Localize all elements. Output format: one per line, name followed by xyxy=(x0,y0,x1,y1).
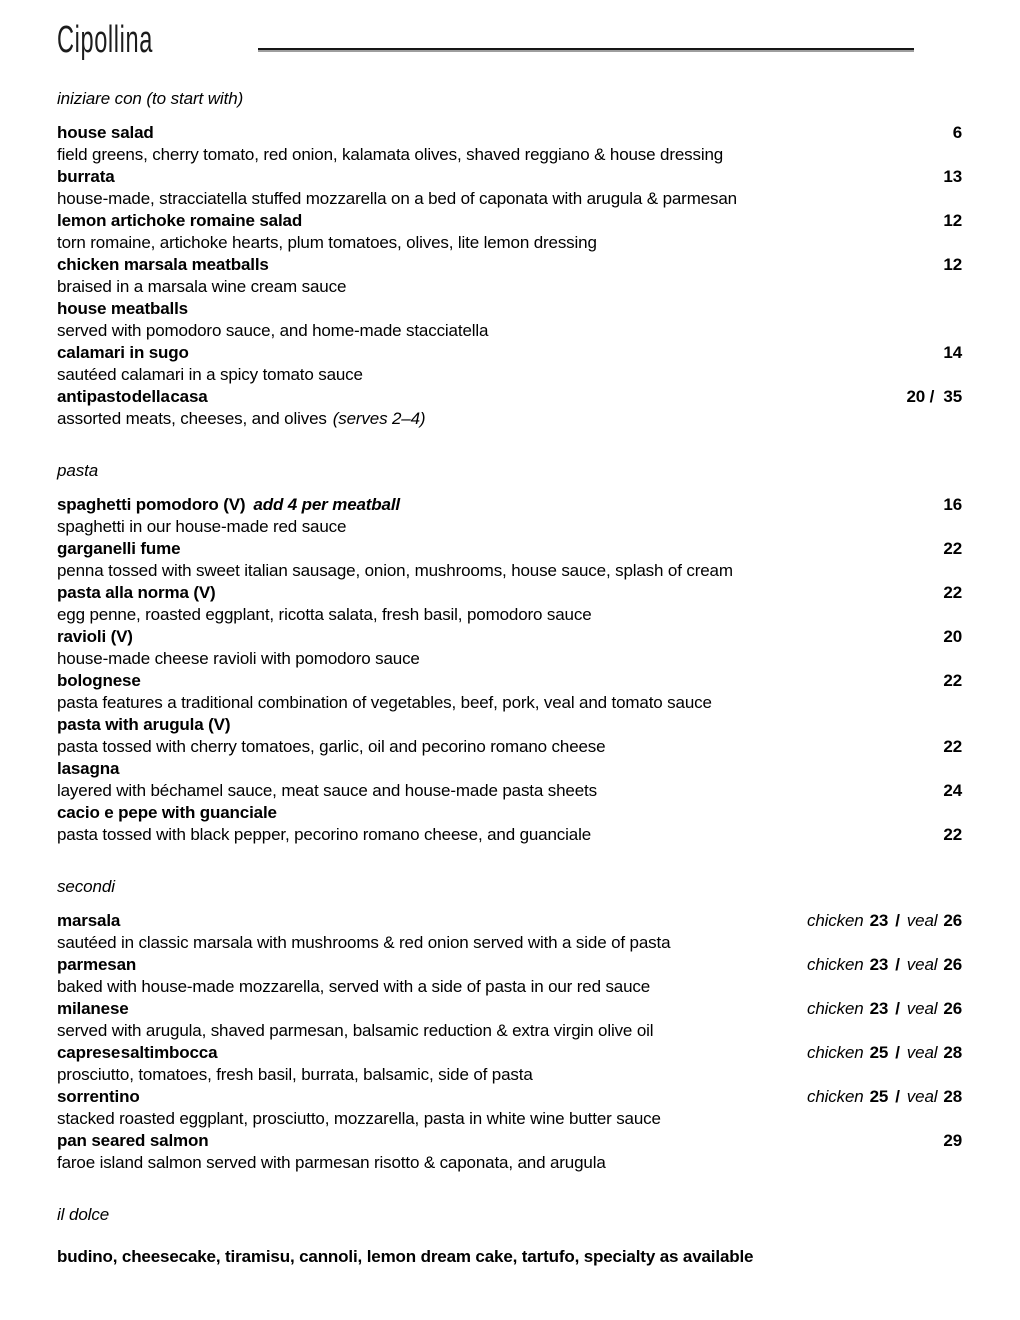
menu-item-name-row xyxy=(57,954,962,976)
menu-section-dolce xyxy=(57,1204,962,1268)
price-option-label: veal xyxy=(906,1043,938,1062)
menu-item xyxy=(57,298,962,342)
price-option-label: veal xyxy=(906,1087,938,1106)
menu-item-name-row xyxy=(57,758,962,780)
menu-item-price: 20 / 35 xyxy=(906,387,962,406)
price-option-value: 25 xyxy=(869,1043,889,1062)
menu-item-desc: pasta tossed with cherry tomatoes, garlic, oil and pecorino romano cheese xyxy=(57,737,606,756)
menu-item xyxy=(57,166,962,210)
menu-item-name-wrap xyxy=(57,122,154,144)
price-separator: / xyxy=(895,911,900,930)
menu-item-price: 12 xyxy=(943,211,962,230)
menu-item-name: garganelli fume xyxy=(57,539,181,558)
menu-item xyxy=(57,1042,962,1086)
menu-item-name: lemon artichoke romaine salad xyxy=(57,211,303,230)
menu-item-name: calamari in sugo xyxy=(57,343,189,362)
menu-item xyxy=(57,1086,962,1130)
menu-item-name-row xyxy=(57,714,962,736)
menu-item-name-wrap xyxy=(57,386,208,408)
menu-item xyxy=(57,582,962,626)
menu-item-name-row xyxy=(57,1086,962,1108)
menu-section-pasta xyxy=(57,460,962,846)
price-option-value: 26 xyxy=(943,955,962,974)
menu-item-desc: baked with house-made mozzarella, served with a side of pasta in our red sauce xyxy=(57,977,651,996)
menu-item-desc: pasta features a traditional combination of vegetables, beef, pork, veal and tomato sauce xyxy=(57,693,712,712)
menu-item-desc: sautéed in classic marsala with mushrooms & red onion served with a side of pasta xyxy=(57,933,671,952)
menu-item-name-wrap xyxy=(57,910,120,932)
menu-item-name: pasta alla norma (V) xyxy=(57,583,216,602)
menu-item-name: bolognese xyxy=(57,671,141,690)
menu-item xyxy=(57,714,962,758)
menu-item-desc-row xyxy=(57,144,962,166)
menu-item-name-wrap xyxy=(57,342,189,364)
menu-item-name-wrap xyxy=(57,494,400,516)
menu-item-price: 6 xyxy=(952,123,962,142)
menu-item-name-wrap xyxy=(57,582,216,604)
menu-item-name-wrap xyxy=(57,626,133,648)
menu-item-price: 22 xyxy=(943,539,962,558)
price-separator: / xyxy=(895,955,900,974)
menu-item-name: lasagna xyxy=(57,759,120,778)
brand-logo: Cipollina xyxy=(57,19,153,61)
menu-item-name-wrap xyxy=(57,166,115,188)
menu-item-desc: assorted meats, cheeses, and olives xyxy=(57,409,327,428)
menu-item-desc-row xyxy=(57,1020,962,1042)
menu-item xyxy=(57,954,962,998)
menu-item-price: 29 xyxy=(943,1131,962,1150)
menu-item-name-row xyxy=(57,298,962,320)
menu-item-desc-row xyxy=(57,736,962,758)
menu-item-name-wrap xyxy=(57,758,119,780)
menu-item-desc-row xyxy=(57,932,962,954)
menu-item-desc-row xyxy=(57,648,962,670)
menu-item-price xyxy=(807,910,962,932)
menu-item-name-row xyxy=(57,998,962,1020)
menu-item-name: milanese xyxy=(57,999,129,1018)
menu-item-name: sorrentino xyxy=(57,1087,140,1106)
menu-item-price: 12 xyxy=(943,255,962,274)
menu-item-desc: sautéed calamari in a spicy tomato sauce xyxy=(57,365,363,384)
menu-item-desc-row xyxy=(57,824,962,846)
menu-item-name-wrap xyxy=(57,538,180,560)
menu-item-desc-row xyxy=(57,692,962,714)
menu-sections xyxy=(57,88,962,1268)
price-option-value: 23 xyxy=(869,955,889,974)
header-rule xyxy=(258,48,914,50)
menu-item-desc: pasta tossed with black pepper, pecorino romano cheese, and guanciale xyxy=(57,825,592,844)
menu-item-desc: house-made, stracciatella stuffed mozzarella on a bed of caponata with arugula & parmesan xyxy=(57,189,737,208)
menu-item-name: caprese saltimbocca xyxy=(57,1043,218,1062)
menu-item-name-row xyxy=(57,802,962,824)
menu-header xyxy=(57,20,962,86)
menu-item-desc-wrap xyxy=(57,276,346,298)
price-separator: / xyxy=(895,1087,900,1106)
price-option-label: chicken xyxy=(807,1043,864,1062)
menu-item-desc: house-made cheese ravioli with pomodoro sauce xyxy=(57,649,420,668)
menu-item-name-row xyxy=(57,254,962,276)
section-title: il dolce xyxy=(57,1205,110,1224)
menu-item-desc: served with pomodoro sauce, and home-made stacciatella xyxy=(57,321,489,340)
menu-item-desc: braised in a marsala wine cream sauce xyxy=(57,277,347,296)
menu-item-price xyxy=(807,998,962,1020)
menu-item-desc-row xyxy=(57,1064,962,1086)
section-title: iniziare con (to start with) xyxy=(57,89,244,108)
menu-item xyxy=(57,122,962,166)
menu-item-desc-wrap xyxy=(57,932,670,954)
price-option-label: veal xyxy=(906,911,938,930)
menu-item-name-wrap xyxy=(57,1042,217,1064)
menu-item-price: 22 xyxy=(943,583,962,602)
menu-item-name-row xyxy=(57,538,962,560)
menu-item-price: 22 xyxy=(943,671,962,690)
price-option-label: veal xyxy=(906,955,938,974)
menu-item xyxy=(57,1130,962,1174)
menu-item-name-row xyxy=(57,1042,962,1064)
menu-item-name-wrap xyxy=(57,210,302,232)
menu-item-desc: penna tossed with sweet italian sausage, onion, mushrooms, house sauce, splash of cream xyxy=(57,561,733,580)
menu-item-desc: layered with béchamel sauce, meat sauce and house-made pasta sheets xyxy=(57,781,597,800)
menu-item-price: 14 xyxy=(943,343,962,362)
menu-item-name: parmesan xyxy=(57,955,137,974)
menu-item-name-wrap xyxy=(57,802,277,824)
price-option-value: 23 xyxy=(869,911,889,930)
menu-item xyxy=(57,254,962,298)
price-option-label: chicken xyxy=(807,911,864,930)
menu-item-name-row xyxy=(57,670,962,692)
menu-item xyxy=(57,386,962,430)
menu-section-secondi xyxy=(57,876,962,1174)
menu-item-name: antipasto della casa xyxy=(57,387,208,406)
menu-item-desc: field greens, cherry tomato, red onion, kalamata olives, shaved reggiano & house dressing xyxy=(57,145,724,164)
menu-item-price: 24 xyxy=(943,781,962,800)
menu-item-price xyxy=(807,1042,962,1064)
menu-item xyxy=(57,670,962,714)
menu-item-desc-wrap xyxy=(57,516,346,538)
price-option-label: chicken xyxy=(807,1087,864,1106)
menu-item-desc: torn romaine, artichoke hearts, plum tomatoes, olives, lite lemon dressing xyxy=(57,233,597,252)
menu-item-desc-row xyxy=(57,364,962,386)
menu-item-name: cacio e pepe with guanciale xyxy=(57,803,277,822)
menu-item-desc-wrap xyxy=(57,408,425,430)
menu-item-desc-row xyxy=(57,1152,962,1174)
menu-item-desc-wrap xyxy=(57,364,363,386)
menu-item xyxy=(57,538,962,582)
menu-item-price: 20 xyxy=(943,627,962,646)
menu-item-price: 22 xyxy=(943,825,962,844)
menu-item-desc-row xyxy=(57,976,962,998)
menu-item-name-wrap xyxy=(57,954,136,976)
menu-item-desc-row xyxy=(57,188,962,210)
menu-item-name-row xyxy=(57,582,962,604)
menu-item-name-wrap xyxy=(57,998,129,1020)
menu-item-desc-wrap xyxy=(57,188,737,210)
menu-item-price: 13 xyxy=(943,167,962,186)
price-option-value: 26 xyxy=(943,911,962,930)
section-title: pasta xyxy=(57,461,99,480)
menu-item-name-row xyxy=(57,386,962,408)
menu-item xyxy=(57,758,962,802)
menu-item-desc-wrap xyxy=(57,780,597,802)
menu-item-desc-wrap xyxy=(57,648,420,670)
menu-item-desc-row xyxy=(57,1108,962,1130)
price-option-value: 28 xyxy=(943,1087,962,1106)
menu-item-desc-wrap xyxy=(57,604,592,626)
menu-item-desc-wrap xyxy=(57,824,591,846)
price-separator: / xyxy=(895,1043,900,1062)
price-option-label: chicken xyxy=(807,999,864,1018)
menu-item-note: add 4 per meatball xyxy=(253,495,400,514)
menu-item-name-row xyxy=(57,910,962,932)
menu-item-name: spaghetti pomodoro (V) xyxy=(57,495,246,514)
menu-item-desc: spaghetti in our house-made red sauce xyxy=(57,517,347,536)
menu-item-name-wrap xyxy=(57,1130,208,1152)
menu-item-desc-wrap xyxy=(57,1064,533,1086)
menu-item xyxy=(57,910,962,954)
menu-item-desc-row xyxy=(57,604,962,626)
menu-item-desc-wrap xyxy=(57,1020,653,1042)
menu-item-price xyxy=(807,1086,962,1108)
price-option-value: 23 xyxy=(869,999,889,1018)
menu-item-name: marsala xyxy=(57,911,121,930)
menu-item-desc: served with arugula, shaved parmesan, balsamic reduction & extra virgin olive oil xyxy=(57,1021,654,1040)
menu-item-desc-row xyxy=(57,232,962,254)
menu-item xyxy=(57,802,962,846)
menu-item-name: pan seared salmon xyxy=(57,1131,209,1150)
menu-item-name-row xyxy=(57,166,962,188)
menu-item-desc-wrap xyxy=(57,736,605,758)
menu-item-name-row xyxy=(57,122,962,144)
menu-item-name-wrap xyxy=(57,254,269,276)
menu-item-desc-row xyxy=(57,560,962,582)
menu-item-desc-wrap xyxy=(57,1108,661,1130)
menu-item xyxy=(57,342,962,386)
dessert-list: budino, cheesecake, tiramisu, cannoli, lemon dream cake, tartufo, specialty as available xyxy=(57,1247,754,1266)
menu-item-name-row xyxy=(57,210,962,232)
menu-item-desc-wrap xyxy=(57,560,733,582)
menu-item-name: house salad xyxy=(57,123,154,142)
menu-item-name-row xyxy=(57,1130,962,1152)
section-title: secondi xyxy=(57,877,115,896)
menu-item-desc-wrap xyxy=(57,1152,606,1174)
menu-item-desc: egg penne, roasted eggplant, ricotta salata, fresh basil, pomodoro sauce xyxy=(57,605,592,624)
menu-item xyxy=(57,626,962,670)
menu-item-name: house meatballs xyxy=(57,299,188,318)
menu-item-name: pasta with arugula (V) xyxy=(57,715,231,734)
menu-item-desc-row xyxy=(57,516,962,538)
menu-item-desc-row xyxy=(57,408,962,430)
menu-item xyxy=(57,210,962,254)
menu-item-desc-row xyxy=(57,320,962,342)
price-option-value: 28 xyxy=(943,1043,962,1062)
price-option-label: veal xyxy=(906,999,938,1018)
menu-item-name-wrap xyxy=(57,1086,140,1108)
menu-item-name-row xyxy=(57,342,962,364)
menu-item xyxy=(57,998,962,1042)
menu-item-price: 16 xyxy=(943,495,962,514)
menu-item-name-wrap xyxy=(57,670,141,692)
menu-section-starters xyxy=(57,88,962,430)
menu-item-desc-row xyxy=(57,276,962,298)
menu-item-price xyxy=(807,954,962,976)
price-option-value: 25 xyxy=(869,1087,889,1106)
menu-item-name: ravioli (V) xyxy=(57,627,133,646)
menu-item-name-wrap xyxy=(57,298,188,320)
menu-item xyxy=(57,494,962,538)
menu-item-price: 22 xyxy=(943,737,962,756)
price-separator: / xyxy=(895,999,900,1018)
menu-item-desc: faroe island salmon served with parmesan risotto & caponata, and arugula xyxy=(57,1153,606,1172)
menu-item-desc: stacked roasted eggplant, prosciutto, mozzarella, pasta in white wine butter sauce xyxy=(57,1109,661,1128)
menu-item-name: chicken marsala meatballs xyxy=(57,255,269,274)
menu-item-name-row xyxy=(57,626,962,648)
menu-item-name-wrap xyxy=(57,714,230,736)
menu-item-name: burrata xyxy=(57,167,115,186)
menu-item-desc-wrap xyxy=(57,232,597,254)
menu-item-name-row xyxy=(57,494,962,516)
menu-item-desc-wrap xyxy=(57,692,712,714)
price-option-label: chicken xyxy=(807,955,864,974)
menu-item-desc-wrap xyxy=(57,320,488,342)
menu-item-desc-note: (serves 2–4) xyxy=(332,409,426,428)
menu-item-desc-row xyxy=(57,780,962,802)
price-option-value: 26 xyxy=(943,999,962,1018)
menu-item-desc: prosciutto, tomatoes, fresh basil, burrata, balsamic, side of pasta xyxy=(57,1065,533,1084)
menu-item-desc-wrap xyxy=(57,976,650,998)
menu-item-desc-wrap xyxy=(57,144,723,166)
